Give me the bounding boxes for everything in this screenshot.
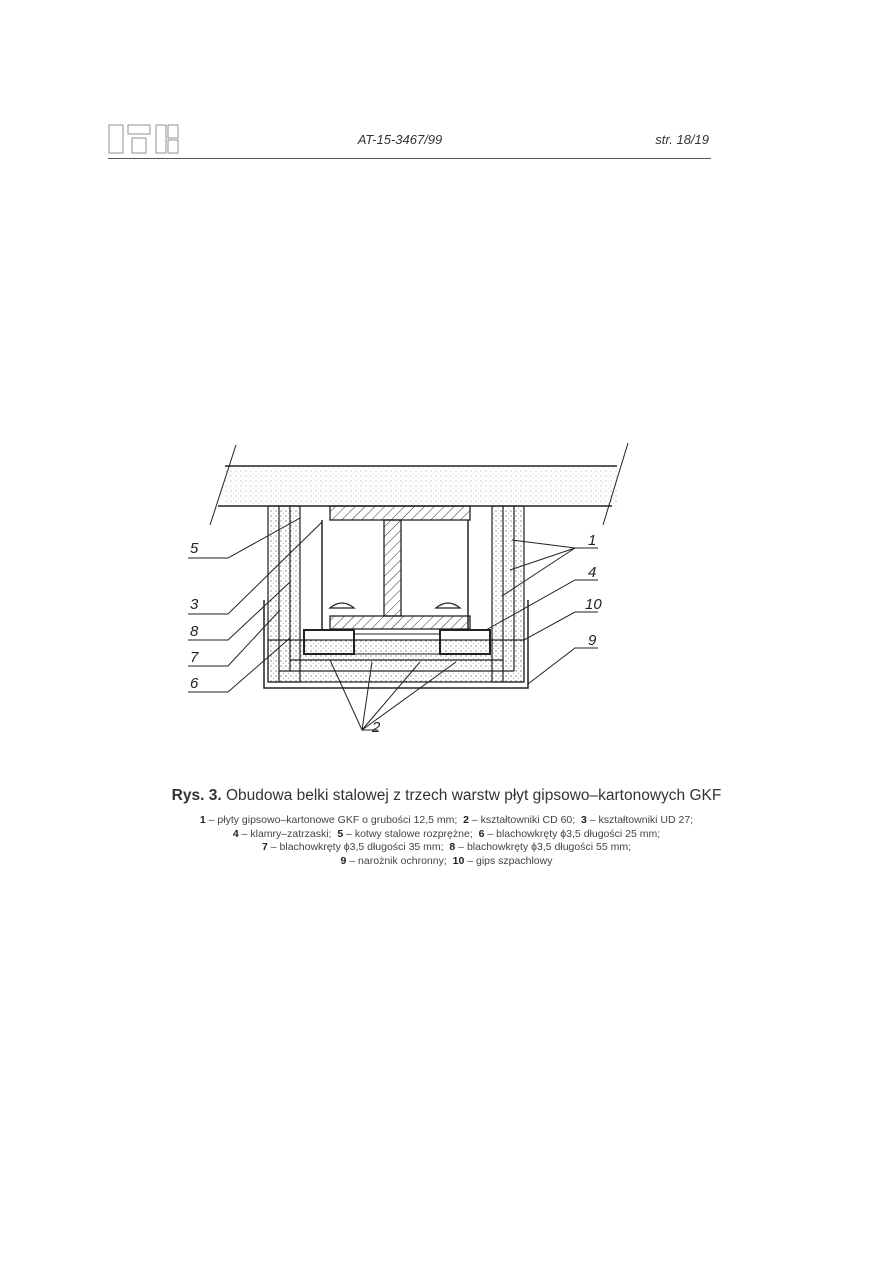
legend-item: 6 – blachowkręty ϕ3,5 długości 25 mm;: [478, 827, 661, 840]
label-6: 6: [190, 675, 199, 692]
label-7: 7: [190, 649, 199, 666]
figure-legend: [100, 814, 793, 868]
page-number: str. 18/19: [655, 132, 709, 147]
label-1: 1: [588, 532, 597, 549]
legend-item: 3 – kształtowniki UD 27;: [581, 814, 694, 826]
document-id: AT-15-3467/99: [357, 132, 443, 147]
legend-item: 4 – klamry–zatrzaski;: [232, 827, 332, 840]
legend-item: 10 – gips szpachlowy: [452, 854, 553, 867]
legend-item: 7 – blachowkręty ϕ3,5 długości 35 mm;: [262, 841, 444, 853]
label-5: 5: [190, 540, 199, 557]
label-3: 3: [190, 596, 199, 613]
legend-item: 2 – kształtowniki CD 60;: [463, 814, 576, 826]
figure-caption: [100, 787, 793, 805]
steel-i-beam: [330, 506, 470, 629]
caption-text: Obudowa belki stalowej z trzech warstw płyt gipsowo–kartonowych GKF: [225, 787, 722, 804]
legend-item: 1 – płyty gipsowo–kartonowe GKF o grubości 12,5 mm;: [199, 814, 458, 826]
label-8: 8: [190, 623, 199, 640]
legend-item: 8 – blachowkręty ϕ3,5 długości 55 mm;: [449, 841, 631, 853]
label-10: 10: [585, 596, 602, 613]
label-4: 4: [588, 564, 597, 581]
label-2: 2: [372, 719, 381, 736]
label-9: 9: [588, 632, 597, 649]
caption-number: Rys. 3.: [171, 787, 222, 804]
legend-item: 5 – kotwy stalowe rozprężne;: [337, 827, 473, 840]
legend-item: 9 – narożnik ochronny;: [340, 854, 447, 867]
